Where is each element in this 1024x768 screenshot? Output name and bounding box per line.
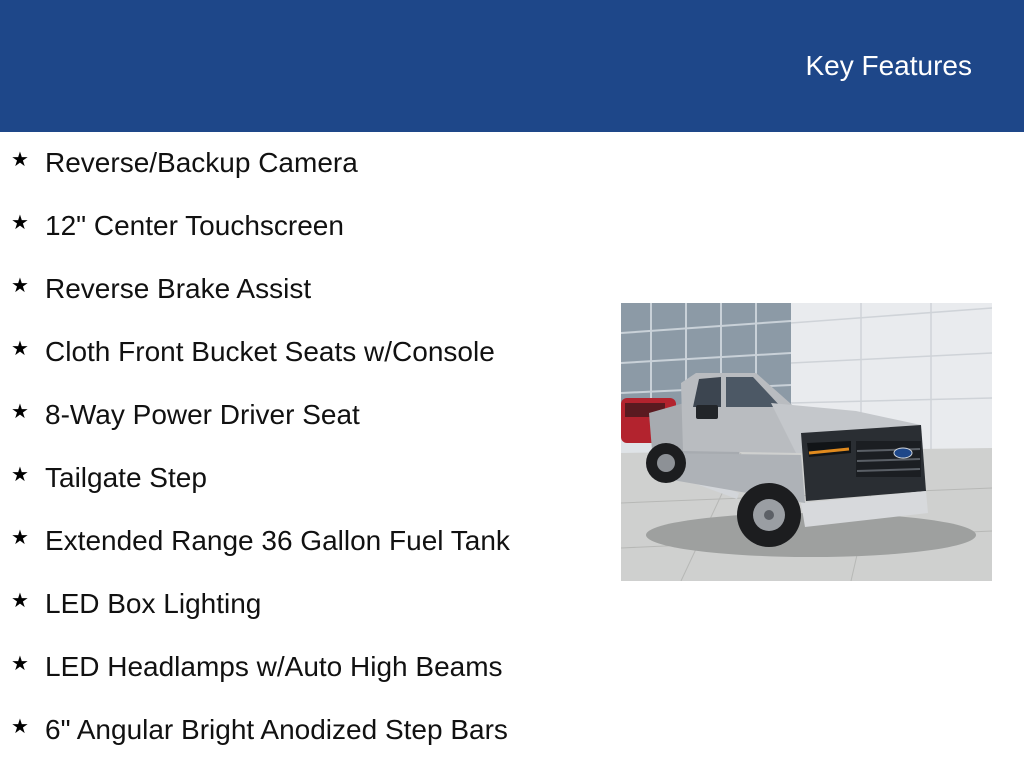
star-icon: ★ — [11, 590, 29, 612]
feature-item — [0, 447, 600, 510]
feature-label: 8-Way Power Driver Seat — [45, 399, 360, 430]
feature-label: Extended Range 36 Gallon Fuel Tank — [45, 525, 510, 556]
feature-item — [0, 321, 600, 384]
feature-item — [0, 699, 600, 762]
vehicle-photo — [621, 303, 992, 581]
feature-item — [0, 384, 600, 447]
feature-list — [0, 132, 600, 762]
feature-label: Tailgate Step — [45, 462, 207, 493]
star-icon: ★ — [11, 527, 29, 549]
feature-label: 6" Angular Bright Anodized Step Bars — [45, 714, 508, 745]
feature-label: Reverse Brake Assist — [45, 273, 312, 304]
feature-item — [0, 195, 600, 258]
feature-item — [0, 258, 600, 321]
star-icon: ★ — [11, 275, 29, 297]
feature-item — [0, 132, 600, 195]
feature-item — [0, 510, 600, 573]
star-icon: ★ — [11, 653, 29, 675]
header-banner — [0, 0, 1024, 132]
star-icon: ★ — [11, 149, 29, 171]
feature-label: LED Box Lighting — [45, 588, 262, 619]
feature-label: Cloth Front Bucket Seats w/Console — [45, 336, 495, 367]
feature-item — [0, 636, 600, 699]
star-icon: ★ — [11, 716, 29, 738]
truck-illustration — [621, 303, 992, 581]
feature-label: 12" Center Touchscreen — [45, 210, 344, 241]
feature-label: LED Headlamps w/Auto High Beams — [45, 651, 503, 682]
feature-label: Reverse/Backup Camera — [45, 147, 358, 178]
feature-item — [0, 573, 600, 636]
star-icon: ★ — [11, 401, 29, 423]
star-icon: ★ — [11, 338, 29, 360]
star-icon: ★ — [11, 212, 29, 234]
star-icon: ★ — [11, 464, 29, 486]
page-title: Key Features — [805, 50, 972, 81]
